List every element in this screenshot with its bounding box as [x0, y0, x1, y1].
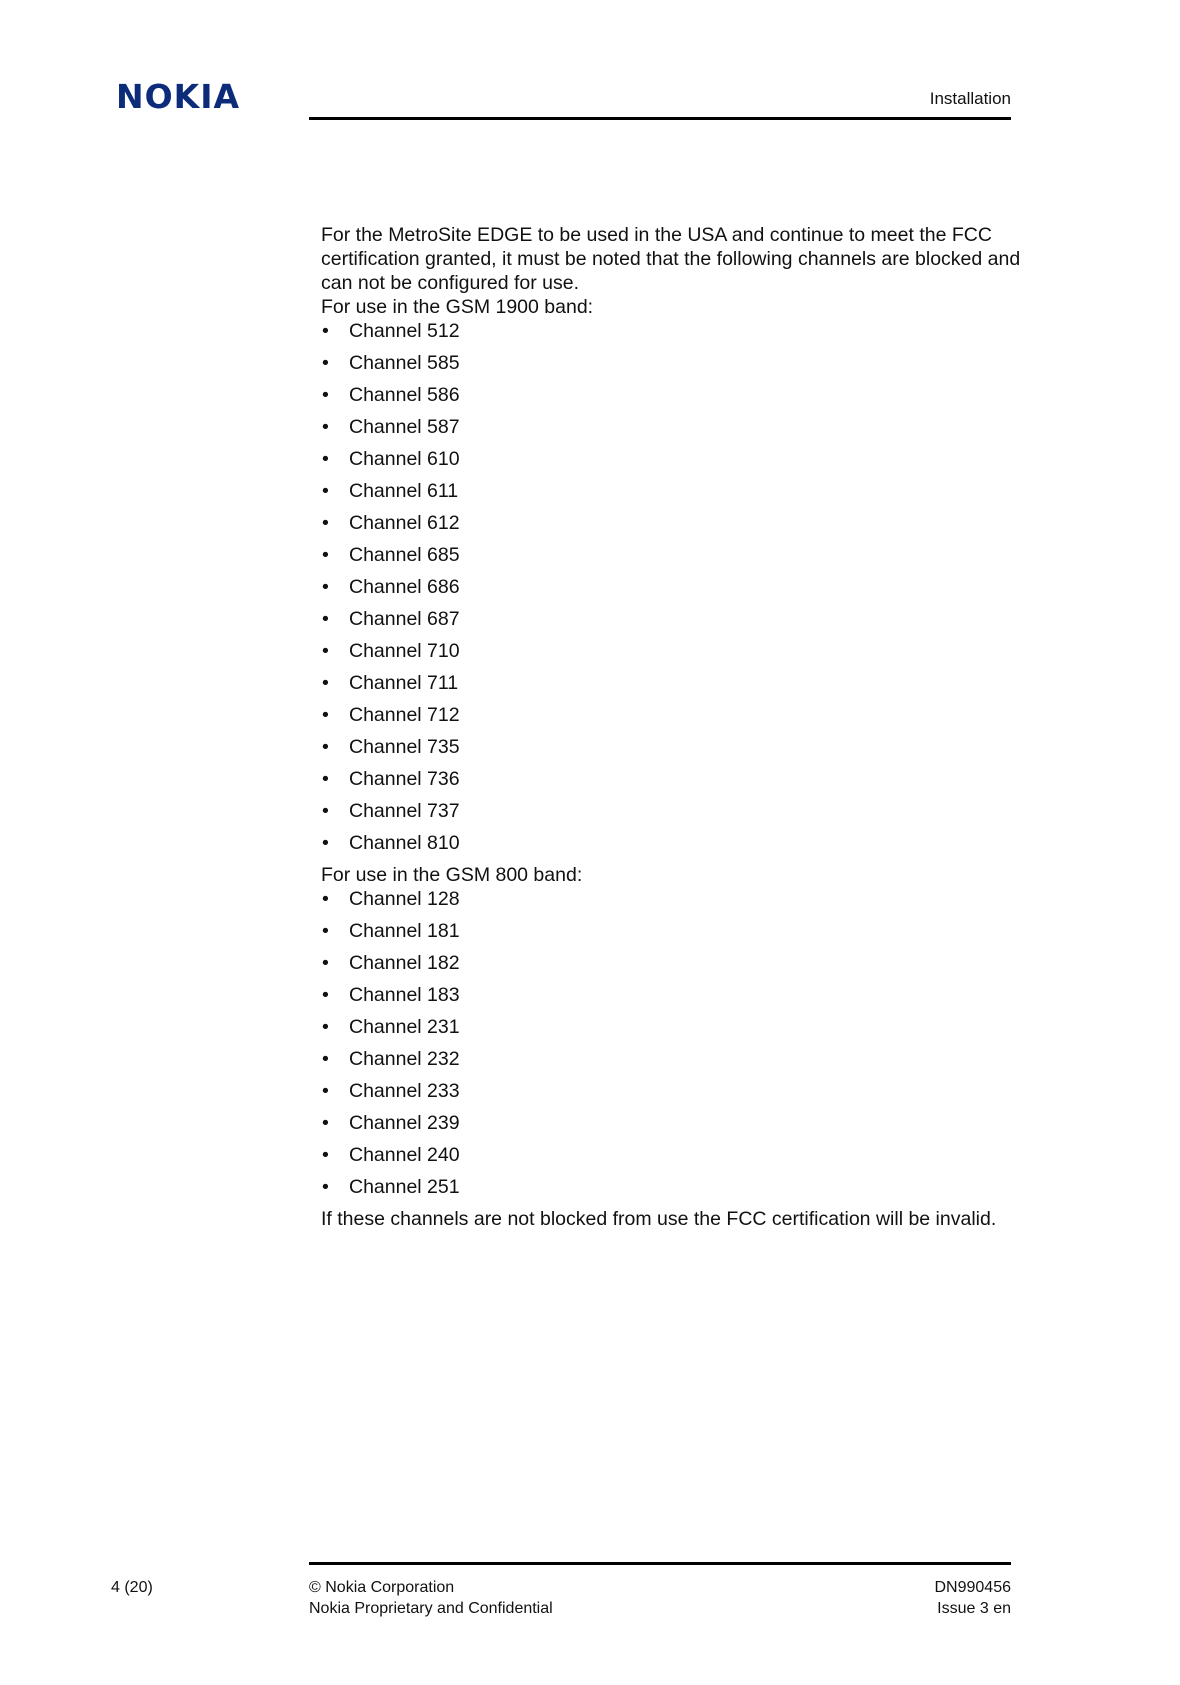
copyright-text: © Nokia Corporation: [309, 1579, 455, 1596]
gsm800-heading: For use in the GSM 800 band:: [321, 864, 583, 886]
channel-label: Channel 711: [349, 672, 459, 694]
bullet-icon: •: [322, 1048, 329, 1070]
header-divider: [309, 117, 1011, 120]
channel-list-item: [321, 951, 1021, 983]
channel-list-item: [321, 831, 1021, 855]
footer-divider: [309, 1562, 1011, 1565]
channel-label: Channel 587: [349, 416, 460, 438]
channel-label: Channel 611: [349, 480, 459, 502]
bullet-icon: •: [322, 352, 329, 374]
footer-right: [935, 1577, 1012, 1619]
channel-list-item: [321, 1111, 1021, 1143]
bullet-icon: •: [322, 768, 329, 790]
bullet-icon: •: [322, 480, 329, 502]
channel-list-item: [321, 447, 1021, 479]
document-id: DN990456: [934, 1579, 1011, 1596]
channel-list-item: [321, 919, 1021, 951]
channel-list-item: [321, 983, 1021, 1015]
footer-left: [309, 1577, 553, 1619]
channel-label: Channel 512: [349, 320, 460, 342]
bullet-icon: •: [322, 920, 329, 942]
channel-list-item: [321, 479, 1021, 511]
channel-label: Channel 181: [349, 920, 460, 942]
channel-list-item: [321, 543, 1021, 575]
channel-label: Channel 585: [349, 352, 460, 374]
channel-label: Channel 232: [349, 1048, 460, 1070]
channel-list-item: [321, 319, 1021, 351]
bullet-icon: •: [322, 640, 329, 662]
bullet-icon: •: [322, 672, 329, 694]
channel-label: Channel 686: [349, 576, 460, 598]
bullet-icon: •: [322, 576, 329, 598]
channel-label: Channel 736: [349, 768, 460, 790]
channel-list-item: [321, 511, 1021, 543]
bullet-icon: •: [322, 984, 329, 1006]
bullet-icon: •: [322, 1080, 329, 1102]
bullet-icon: •: [322, 416, 329, 438]
channel-label: Channel 586: [349, 384, 460, 406]
channel-label: Channel 231: [349, 1016, 460, 1038]
gsm1900-heading: For use in the GSM 1900 band:: [321, 296, 594, 318]
bullet-icon: •: [322, 832, 329, 854]
channel-label: Channel 810: [349, 832, 460, 854]
bullet-icon: •: [322, 608, 329, 630]
issue-text: Issue 3 en: [937, 1600, 1011, 1617]
channel-list-item: [321, 1047, 1021, 1079]
channel-list-item: [321, 1175, 1021, 1199]
channel-label: Channel 710: [349, 640, 460, 662]
channel-list-item: [321, 639, 1021, 671]
bullet-icon: •: [322, 800, 329, 822]
channel-label: Channel 239: [349, 1112, 460, 1134]
gsm1900-channel-list: [321, 319, 1021, 855]
channel-label: Channel 240: [349, 1144, 460, 1166]
bullet-icon: •: [322, 952, 329, 974]
channel-label: Channel 183: [349, 984, 460, 1006]
closing-paragraph: If these channels are not blocked from use the FCC certification will be invalid.: [321, 1208, 997, 1230]
channel-list-item: [321, 1079, 1021, 1111]
channel-list-item: [321, 767, 1021, 799]
channel-list-item: [321, 351, 1021, 383]
channel-label: Channel 735: [349, 736, 460, 758]
channel-list-item: [321, 1143, 1021, 1175]
channel-list-item: [321, 799, 1021, 831]
bullet-icon: •: [322, 1176, 329, 1198]
channel-label: Channel 737: [349, 800, 460, 822]
channel-list-item: [321, 735, 1021, 767]
bullet-icon: •: [322, 448, 329, 470]
channel-label: Channel 128: [349, 888, 460, 910]
bullet-icon: •: [322, 1112, 329, 1134]
channel-list-item: [321, 575, 1021, 607]
channel-list-item: [321, 671, 1021, 703]
channel-label: Channel 612: [349, 512, 460, 534]
channel-list-item: [321, 383, 1021, 415]
bullet-icon: •: [322, 544, 329, 566]
channel-label: Channel 712: [349, 704, 460, 726]
channel-list-item: [321, 607, 1021, 639]
bullet-icon: •: [322, 888, 329, 910]
channel-label: Channel 233: [349, 1080, 460, 1102]
channel-label: Channel 610: [349, 448, 460, 470]
channel-label: Channel 685: [349, 544, 460, 566]
channel-list-item: [321, 1015, 1021, 1047]
channel-list-item: [321, 703, 1021, 735]
bullet-icon: •: [322, 512, 329, 534]
section-title: Installation: [929, 89, 1011, 108]
bullet-icon: •: [322, 320, 329, 342]
bullet-icon: •: [322, 1016, 329, 1038]
nokia-logo: NOKIA: [116, 77, 241, 116]
channel-label: Channel 687: [349, 608, 460, 630]
intro-paragraph: For the MetroSite EDGE to be used in the USA and continue to meet the FCC certification granted, it must be noted that the following channels are blocked and can not be configured for use.: [321, 224, 1021, 294]
channel-list-item: [321, 887, 1021, 919]
channel-label: Channel 251: [349, 1176, 460, 1198]
page-number: 4 (20): [111, 1579, 153, 1596]
bullet-icon: •: [322, 1144, 329, 1166]
bullet-icon: •: [322, 736, 329, 758]
bullet-icon: •: [322, 384, 329, 406]
gsm800-channel-list: [321, 887, 1021, 1199]
document-body: [321, 223, 1021, 1231]
channel-list-item: [321, 415, 1021, 447]
confidentiality-text: Nokia Proprietary and Confidential: [309, 1600, 553, 1617]
channel-label: Channel 182: [349, 952, 460, 974]
bullet-icon: •: [322, 704, 329, 726]
